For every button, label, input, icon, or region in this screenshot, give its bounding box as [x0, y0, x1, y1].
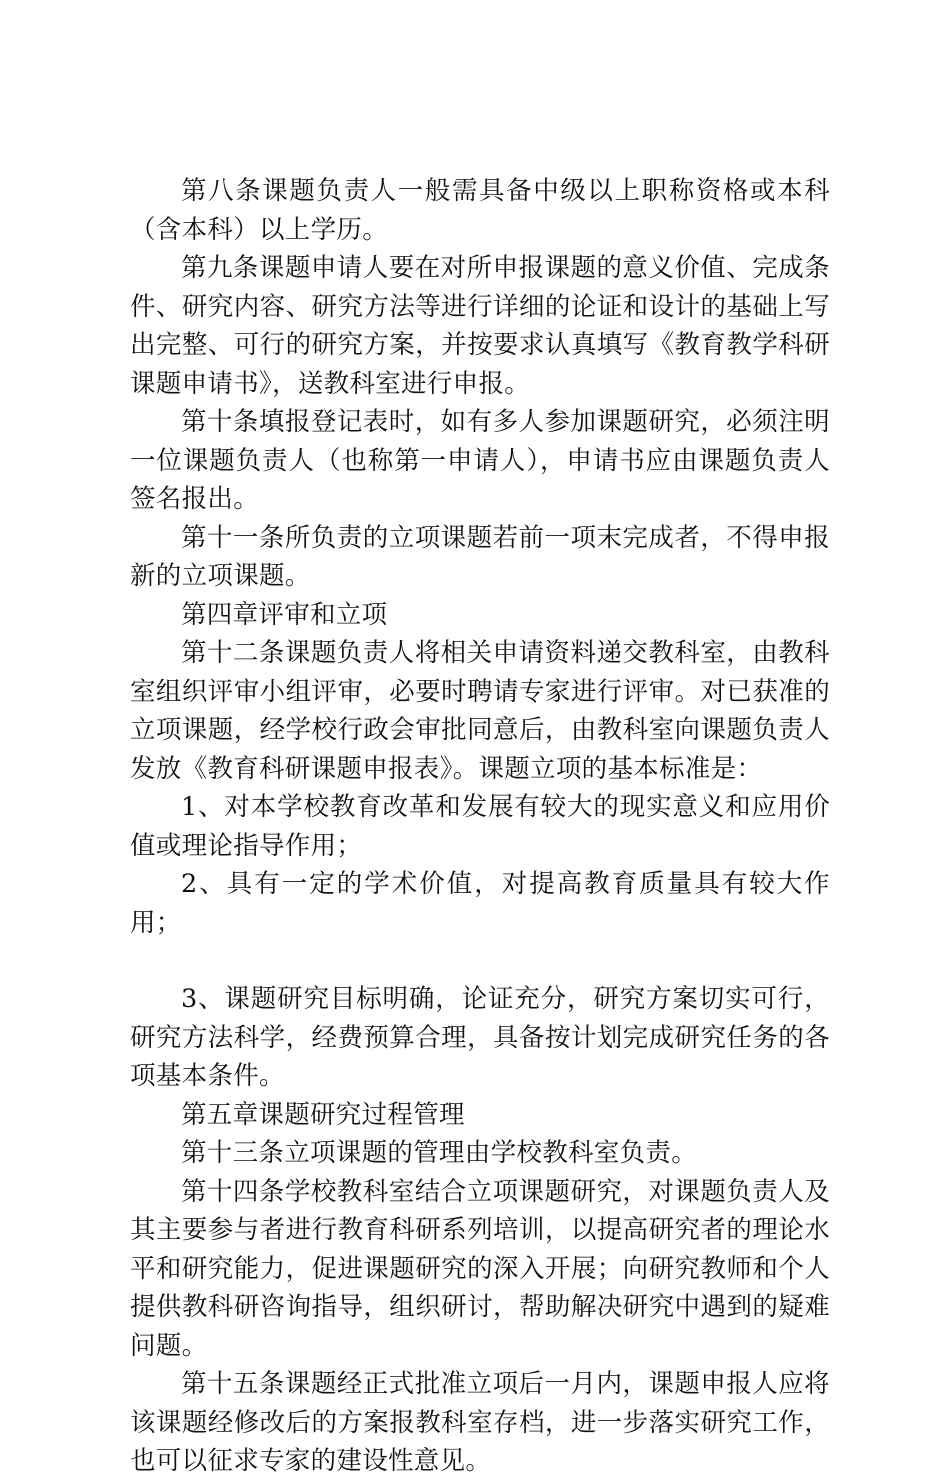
criterion-3-item: 3、课题研究目标明确，论证充分，研究方案切实可行，研究方法科学，经费预算合理，具备按计划完成研究任务的各项基本条件。 [130, 984, 830, 1091]
article-9-paragraph: 第九条课题申请人要在对所申报课题的意义价值、完成条件、研究内容、研究方法等进行详细的论证和设计的基础上写出完整、可行的研究方案，并按要求认真填写《教育教学科研课题申请书》，送教科室进行申报。 [130, 253, 830, 399]
article-12-paragraph: 第十二条课题负责人将相关申请资料递交教科室，由教科室组织评审小组评审，必要时聘请专家进行评审。对已获准的立项课题，经学校行政会审批同意后，由教科室向课题负责人发放《教育科研课题申报表》。课题立项的基本标准是： [130, 638, 830, 784]
document-body [130, 172, 830, 1481]
article-8-paragraph: 第八条课题负责人一般需具备中级以上职称资格或本科（含本科）以上学历。 [130, 176, 830, 245]
criterion-1-item: 1、对本学校教育改革和发展有较大的现实意义和应用价值或理论指导作用； [130, 792, 830, 861]
article-15-paragraph: 第十五条课题经正式批准立项后一月内，课题申报人应将该课题经修改后的方案报教科室存档，进一步落实研究工作，也可以征求专家的建设性意见。 [130, 1369, 830, 1476]
article-10-paragraph: 第十条填报登记表时，如有多人参加课题研究，必须注明一位课题负责人（也称第一申请人），申请书应由课题负责人签名报出。 [130, 407, 830, 514]
chapter-5-heading: 第五章课题研究过程管理 [181, 1099, 465, 1130]
article-14-paragraph: 第十四条学校教科室结合立项课题研究，对课题负责人及其主要参与者进行教育科研系列培训，以提高研究者的理论水平和研究能力，促进课题研究的深入开展；向研究教师和个人提供教科研咨询指导，组织研讨，帮助解决研究中遇到的疑难问题。 [130, 1176, 830, 1361]
criterion-2-item: 2、具有一定的学术价值，对提高教育质量具有较大作用； [130, 869, 830, 938]
article-11-paragraph: 第十一条所负责的立项课题若前一项末完成者，不得申报新的立项课题。 [130, 522, 830, 591]
article-13-paragraph: 第十三条立项课题的管理由学校教科室负责。 [181, 1138, 698, 1168]
chapter-4-heading: 第四章评审和立项 [181, 599, 388, 630]
